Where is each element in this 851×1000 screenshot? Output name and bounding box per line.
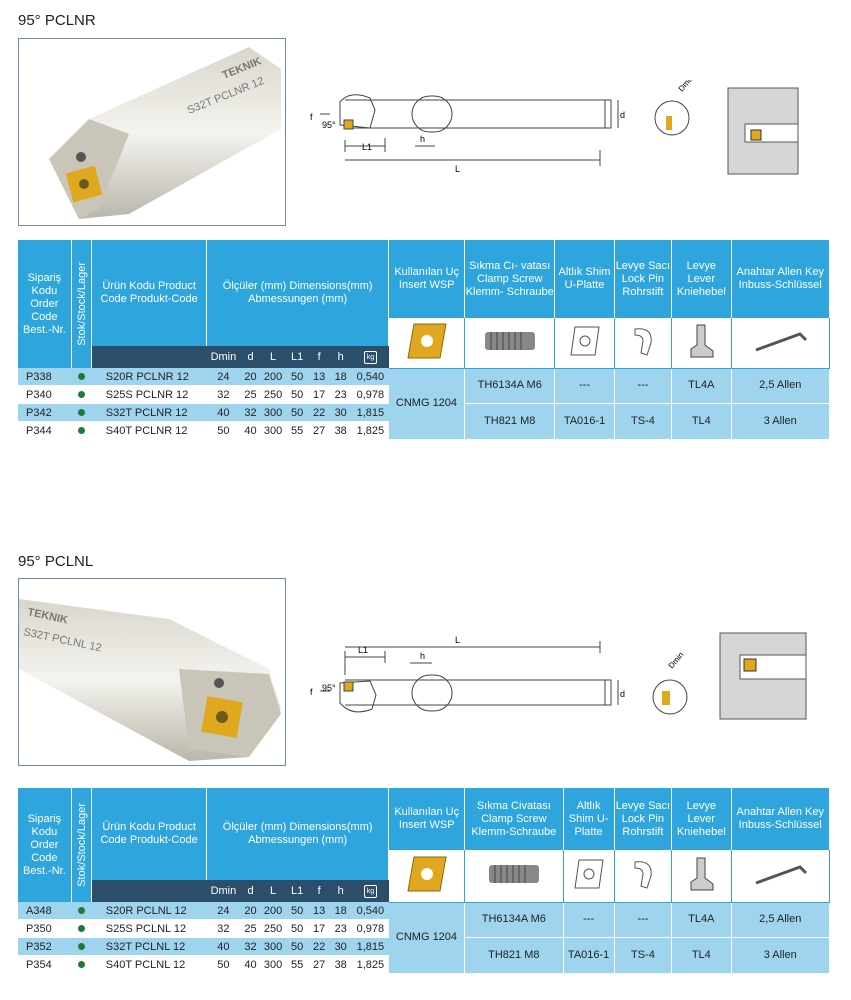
lever-image bbox=[672, 850, 731, 902]
dim-col-spacer bbox=[92, 880, 207, 902]
dim-label-l1: L1 bbox=[362, 142, 373, 152]
dim-value: 24 bbox=[207, 902, 241, 920]
header-order-code: Sipariş Kodu Order Code Best.-Nr. bbox=[18, 240, 71, 368]
shim-image bbox=[555, 318, 614, 368]
header-lever: Levye Lever Kniehebel bbox=[672, 788, 731, 850]
weight-value: 0,540 bbox=[352, 902, 389, 920]
dim-value: 300 bbox=[261, 422, 286, 440]
dim-label-l: L bbox=[455, 635, 461, 645]
dim-col-d: d bbox=[240, 880, 260, 902]
lever-value: TL4 bbox=[672, 404, 731, 440]
header-lock-pin: Levye Sacı Lock Pin Rohrstift bbox=[614, 240, 671, 318]
dim-label-dmin: Dmin bbox=[676, 80, 696, 94]
dim-value: 50 bbox=[285, 386, 309, 404]
allen-key-value: 2,5 Allen bbox=[731, 368, 829, 404]
dim-label-angle: 95° bbox=[322, 120, 336, 130]
dim-value: 32 bbox=[207, 386, 241, 404]
weight-value: 1,815 bbox=[352, 938, 389, 956]
dim-value: 300 bbox=[261, 404, 286, 422]
shim-icon bbox=[569, 856, 609, 892]
insert-icon bbox=[402, 853, 452, 895]
dim-label-h: h bbox=[420, 134, 426, 144]
order-code: P354 bbox=[18, 956, 71, 974]
lever-icon bbox=[683, 854, 719, 894]
lever-value: TL4A bbox=[672, 902, 731, 938]
weight-value: 0,978 bbox=[352, 386, 389, 404]
clamp-screw-value: TH6134A M6 bbox=[465, 368, 555, 404]
product-photo bbox=[18, 578, 286, 766]
dim-value: 50 bbox=[207, 956, 241, 974]
stock-dot-icon bbox=[78, 961, 85, 968]
dim-label-f: f bbox=[310, 687, 313, 697]
dim-value: 250 bbox=[261, 920, 286, 938]
dim-value: 40 bbox=[207, 404, 241, 422]
dim-value: 27 bbox=[309, 422, 329, 440]
dim-value: 32 bbox=[240, 938, 260, 956]
photo-logo: TEKNIK bbox=[26, 606, 69, 627]
dim-value: 200 bbox=[261, 368, 286, 386]
screw-icon bbox=[479, 853, 549, 895]
allen-key-icon bbox=[750, 859, 810, 889]
table-row bbox=[18, 902, 830, 920]
shim-image bbox=[563, 850, 614, 902]
stock-indicator bbox=[71, 902, 91, 920]
lever-image bbox=[672, 318, 731, 368]
weight-value: 0,978 bbox=[352, 920, 389, 938]
order-code: P338 bbox=[18, 368, 71, 386]
photo-logo: TEKNIK bbox=[220, 55, 264, 82]
dim-value: 30 bbox=[329, 404, 352, 422]
spec-table bbox=[18, 240, 830, 440]
order-code: A348 bbox=[18, 902, 71, 920]
product-code: S40T PCLNR 12 bbox=[92, 422, 207, 440]
dim-label-d: d bbox=[620, 110, 626, 120]
dim-col-d: d bbox=[240, 346, 260, 368]
header-dimensions: Ölçüler (mm) Dimensions(mm) Abmessungen (mm) bbox=[207, 240, 389, 346]
weight-value: 1,815 bbox=[352, 404, 389, 422]
dim-value: 55 bbox=[285, 422, 309, 440]
header-insert: Kullanılan Uç Insert WSP bbox=[389, 788, 465, 850]
dim-label-d: d bbox=[620, 689, 626, 699]
dim-value: 300 bbox=[261, 956, 286, 974]
dim-value: 200 bbox=[261, 902, 286, 920]
photo-engraving: S32T PCLNR 12 bbox=[185, 75, 266, 117]
dim-label-angle: 95° bbox=[322, 683, 336, 693]
product-code: S20R PCLNL 12 bbox=[92, 902, 207, 920]
dim-value: 25 bbox=[240, 386, 260, 404]
dim-value: 32 bbox=[240, 404, 260, 422]
stock-dot-icon bbox=[78, 391, 85, 398]
header-allen-key: Anahtar Allen Key Inbuss-Schlüssel bbox=[731, 788, 829, 850]
lock-pin-icon bbox=[625, 856, 661, 892]
dim-col-f: f bbox=[309, 880, 329, 902]
dim-col-weight bbox=[352, 346, 389, 368]
allen-key-value: 3 Allen bbox=[731, 404, 829, 440]
lock-pin-icon bbox=[625, 323, 661, 359]
header-product-code: Ürün Kodu Product Code Produkt-Code bbox=[92, 240, 207, 346]
dim-value: 13 bbox=[309, 368, 329, 386]
shim-icon bbox=[565, 323, 605, 359]
dim-value: 50 bbox=[285, 368, 309, 386]
clamp-screw-value: TH821 M8 bbox=[465, 938, 563, 974]
lock-pin-value: --- bbox=[614, 902, 671, 938]
dim-value: 50 bbox=[285, 902, 309, 920]
insert-icon bbox=[402, 320, 452, 362]
header-shim: Altlık Shim U-Platte bbox=[563, 788, 614, 850]
header-dimensions: Ölçüler (mm) Dimensions(mm) Abmessungen (mm) bbox=[207, 788, 389, 880]
insert-code: CNMG 1204 bbox=[389, 368, 465, 440]
dim-value: 40 bbox=[240, 422, 260, 440]
lever-value: TL4 bbox=[672, 938, 731, 974]
section-title: 95° PCLNL bbox=[18, 553, 94, 570]
clamp-screw-image bbox=[465, 850, 563, 902]
dim-col-h: h bbox=[329, 346, 352, 368]
lock-pin-image bbox=[614, 318, 671, 368]
dim-label-dmin: Dmin bbox=[666, 650, 686, 671]
insert-image bbox=[389, 850, 465, 902]
dim-label-f: f bbox=[310, 112, 313, 122]
stock-dot-icon bbox=[78, 925, 85, 932]
shim-value: TA016-1 bbox=[555, 404, 614, 440]
header-lever: Levye Lever Kniehebel bbox=[672, 240, 731, 318]
dim-value: 24 bbox=[207, 368, 241, 386]
dim-value: 17 bbox=[309, 386, 329, 404]
stock-dot-icon bbox=[78, 409, 85, 416]
dim-value: 23 bbox=[329, 920, 352, 938]
weight-icon: kg bbox=[364, 351, 377, 364]
dim-value: 18 bbox=[329, 368, 352, 386]
stock-indicator bbox=[71, 920, 91, 938]
dim-value: 50 bbox=[207, 422, 241, 440]
dim-value: 23 bbox=[329, 386, 352, 404]
dim-value: 38 bbox=[329, 422, 352, 440]
dim-col-l1: L1 bbox=[285, 880, 309, 902]
stock-dot-icon bbox=[78, 907, 85, 914]
shim-value: TA016-1 bbox=[563, 938, 614, 974]
dim-value: 300 bbox=[261, 938, 286, 956]
product-code: S32T PCLNR 12 bbox=[92, 404, 207, 422]
allen-key-icon bbox=[750, 326, 810, 356]
header-stock: Stok/Stock/Lager bbox=[71, 788, 91, 902]
dim-value: 22 bbox=[309, 938, 329, 956]
lock-pin-image bbox=[614, 850, 671, 902]
dim-value: 50 bbox=[285, 920, 309, 938]
order-code: P344 bbox=[18, 422, 71, 440]
dim-value: 18 bbox=[329, 902, 352, 920]
weight-value: 1,825 bbox=[352, 422, 389, 440]
header-clamp-screw: Sıkma Cı- vatası Clamp Screw Klemm- Schraube bbox=[465, 240, 555, 318]
weight-value: 0,540 bbox=[352, 368, 389, 386]
dim-value: 38 bbox=[329, 956, 352, 974]
screw-icon bbox=[475, 320, 545, 362]
dim-col-weight bbox=[352, 880, 389, 902]
photo-engraving: S32T PCLNL 12 bbox=[22, 626, 103, 655]
dim-value: 20 bbox=[240, 368, 260, 386]
dim-value: 20 bbox=[240, 902, 260, 920]
order-code: P342 bbox=[18, 404, 71, 422]
dim-value: 50 bbox=[285, 404, 309, 422]
dim-value: 40 bbox=[240, 956, 260, 974]
dim-value: 32 bbox=[207, 920, 241, 938]
stock-indicator bbox=[71, 404, 91, 422]
stock-indicator bbox=[71, 368, 91, 386]
header-product-code: Ürün Kodu Product Code Produkt-Code bbox=[92, 788, 207, 880]
stock-dot-icon bbox=[78, 427, 85, 434]
product-code: S40T PCLNL 12 bbox=[92, 956, 207, 974]
dim-label-l1: L1 bbox=[358, 645, 369, 655]
clamp-screw-value: TH6134A M6 bbox=[465, 902, 563, 938]
lever-icon bbox=[683, 321, 719, 361]
table-row bbox=[18, 368, 830, 386]
allen-key-value: 3 Allen bbox=[731, 938, 829, 974]
insert-image bbox=[389, 318, 465, 368]
order-code: P350 bbox=[18, 920, 71, 938]
stock-indicator bbox=[71, 956, 91, 974]
dim-col-spacer bbox=[92, 346, 207, 368]
header-insert: Kullanılan Uç Insert WSP bbox=[389, 240, 465, 318]
dim-value: 55 bbox=[285, 956, 309, 974]
technical-drawing bbox=[300, 625, 840, 740]
dim-col-l: L bbox=[261, 346, 286, 368]
header-stock: Stok/Stock/Lager bbox=[71, 240, 91, 368]
dim-value: 27 bbox=[309, 956, 329, 974]
dim-value: 30 bbox=[329, 938, 352, 956]
stock-indicator bbox=[71, 938, 91, 956]
weight-icon: kg bbox=[364, 885, 377, 898]
dim-value: 17 bbox=[309, 920, 329, 938]
dim-col-dmin: Dmin bbox=[207, 346, 241, 368]
dim-col-f: f bbox=[309, 346, 329, 368]
header-allen-key: Anahtar Allen Key Inbuss-Schlüssel bbox=[731, 240, 829, 318]
dim-label-l: L bbox=[455, 164, 461, 174]
product-photo bbox=[18, 38, 286, 226]
allen-key-value: 2,5 Allen bbox=[731, 902, 829, 938]
dim-value: 25 bbox=[240, 920, 260, 938]
lock-pin-value: TS-4 bbox=[614, 404, 671, 440]
spec-table bbox=[18, 788, 830, 974]
header-lock-pin: Levye Sacı Lock Pin Rohrstift bbox=[614, 788, 671, 850]
dim-col-l: L bbox=[261, 880, 286, 902]
technical-drawing bbox=[300, 80, 840, 195]
product-code: S25S PCLNL 12 bbox=[92, 920, 207, 938]
stock-dot-icon bbox=[78, 373, 85, 380]
dim-value: 13 bbox=[309, 902, 329, 920]
header-order-code: Sipariş Kodu Order Code Best.-Nr. bbox=[18, 788, 71, 902]
clamp-screw-value: TH821 M8 bbox=[465, 404, 555, 440]
dim-col-dmin: Dmin bbox=[207, 880, 241, 902]
lock-pin-value: TS-4 bbox=[614, 938, 671, 974]
dim-col-l1: L1 bbox=[285, 346, 309, 368]
dim-value: 22 bbox=[309, 404, 329, 422]
lock-pin-value: --- bbox=[614, 368, 671, 404]
dim-value: 250 bbox=[261, 386, 286, 404]
product-code: S25S PCLNR 12 bbox=[92, 386, 207, 404]
product-code: S32T PCLNL 12 bbox=[92, 938, 207, 956]
header-clamp-screw: Sıkma Civatası Clamp Screw Klemm-Schraube bbox=[465, 788, 563, 850]
insert-code: CNMG 1204 bbox=[389, 902, 465, 974]
order-code: P352 bbox=[18, 938, 71, 956]
weight-value: 1,825 bbox=[352, 956, 389, 974]
shim-value: --- bbox=[555, 368, 614, 404]
allen-key-image bbox=[731, 318, 829, 368]
stock-indicator bbox=[71, 386, 91, 404]
shim-value: --- bbox=[563, 902, 614, 938]
dim-value: 50 bbox=[285, 938, 309, 956]
product-code: S20R PCLNR 12 bbox=[92, 368, 207, 386]
order-code: P340 bbox=[18, 386, 71, 404]
dim-col-h: h bbox=[329, 880, 352, 902]
stock-dot-icon bbox=[78, 943, 85, 950]
section-title: 95° PCLNR bbox=[18, 12, 96, 29]
allen-key-image bbox=[731, 850, 829, 902]
header-shim: Altlık Shim U-Platte bbox=[555, 240, 614, 318]
clamp-screw-image bbox=[465, 318, 555, 368]
stock-indicator bbox=[71, 422, 91, 440]
dim-label-h: h bbox=[420, 651, 426, 661]
lever-value: TL4A bbox=[672, 368, 731, 404]
dim-value: 40 bbox=[207, 938, 241, 956]
